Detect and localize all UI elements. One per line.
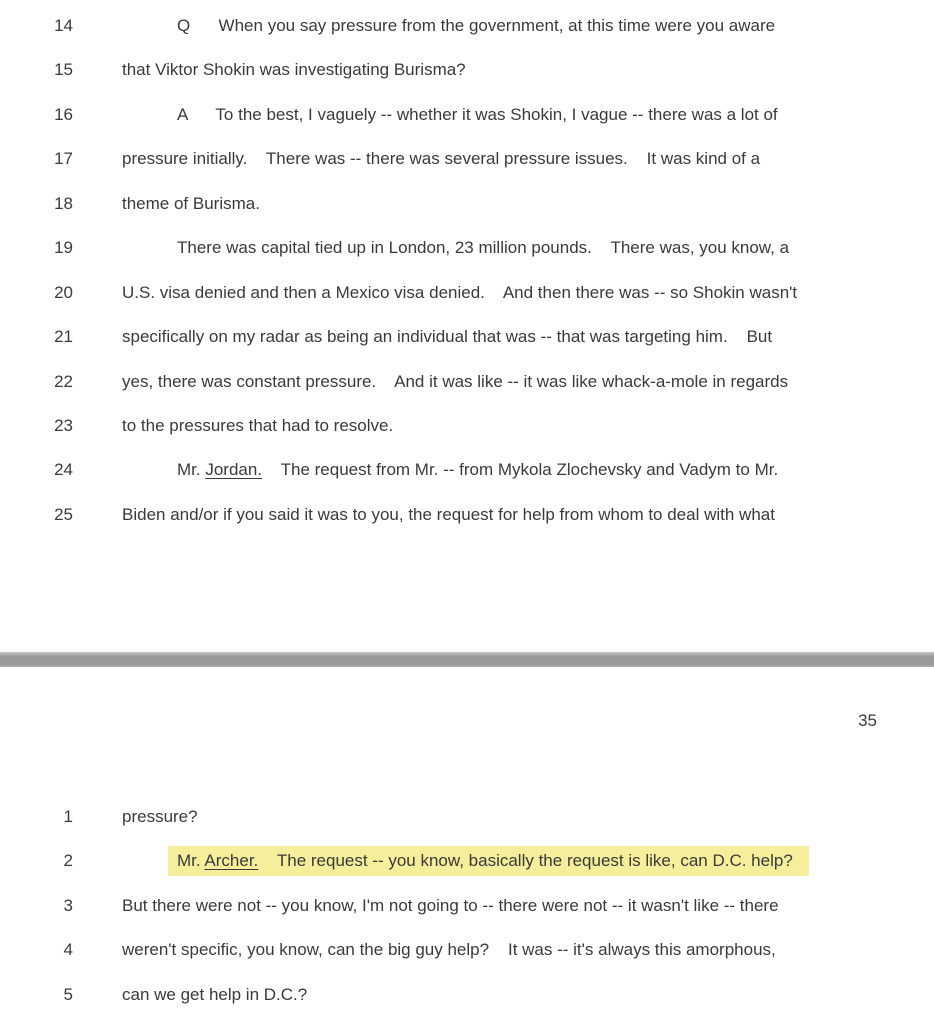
line-segment: Mr. <box>177 851 205 871</box>
line-text <box>122 795 198 839</box>
line-segment: The request from Mr. -- from Mykola Zlochevsky and Vadym to Mr. <box>262 460 779 480</box>
transcript-line <box>0 93 934 137</box>
line-text <box>122 137 760 181</box>
page-break-divider <box>0 652 934 667</box>
transcript-line <box>0 973 934 1017</box>
line-text <box>122 360 788 404</box>
line-text <box>122 448 778 492</box>
line-number: 2 <box>63 851 73 871</box>
transcript-line <box>0 182 934 226</box>
line-segment: pressure initially. There was -- there was several pressure issues. It was kind of a <box>122 149 761 169</box>
line-text <box>122 182 260 226</box>
transcript-line <box>0 448 934 492</box>
line-segment: pressure? <box>122 807 198 826</box>
line-segment: Q When you say pressure from the government, at this time were you aware <box>177 16 776 35</box>
line-segment: But there were not -- you know, I'm not going to -- there were not -- it wasn't like -- there <box>122 895 779 915</box>
line-number: 17 <box>54 149 73 169</box>
line-text <box>122 315 772 359</box>
transcript-line <box>0 4 934 48</box>
transcript-line <box>0 884 934 928</box>
line-number: 16 <box>54 104 73 124</box>
line-number: 24 <box>54 460 73 480</box>
transcript-line <box>0 839 934 883</box>
line-number: 20 <box>54 282 73 302</box>
line-segment: can we get help in D.C.? <box>122 984 308 1004</box>
line-number: 19 <box>54 238 73 258</box>
line-text <box>122 271 797 315</box>
line-text <box>122 884 779 928</box>
line-text <box>122 839 809 883</box>
transcript-line <box>0 360 934 404</box>
line-number: 5 <box>63 984 73 1004</box>
line-number: 3 <box>63 895 73 915</box>
line-segment: yes, there was constant pressure. And it was like -- it was like whack-a-mole in regards <box>122 371 789 391</box>
transcript-page-bottom <box>0 667 934 1024</box>
transcript-line <box>0 226 934 270</box>
line-number: 1 <box>63 807 73 826</box>
line-text <box>122 973 307 1017</box>
page-bottom-lines <box>0 795 934 1017</box>
line-number: 25 <box>54 504 73 524</box>
line-text <box>122 493 775 537</box>
line-number: 14 <box>54 16 73 35</box>
line-segment: to the pressures that had to resolve. <box>122 415 394 435</box>
speaker-name: Jordan. <box>205 460 263 480</box>
line-text <box>122 928 776 972</box>
speaker-name: Archer. <box>204 851 259 871</box>
line-segment: that Viktor Shokin was investigating Burisma? <box>122 60 466 80</box>
transcript-line <box>0 795 934 839</box>
line-segment: The request -- you know, basically the request is like, can D.C. help? <box>258 851 793 871</box>
line-segment: specifically on my radar as being an individual that was -- that was targeting him. But <box>122 327 773 347</box>
transcript-line <box>0 137 934 181</box>
line-text <box>122 93 778 137</box>
line-text <box>122 226 789 270</box>
transcript-line <box>0 315 934 359</box>
line-text <box>122 48 466 92</box>
line-number: 23 <box>54 415 73 435</box>
line-number: 15 <box>54 60 73 80</box>
line-segment: theme of Burisma. <box>122 193 260 213</box>
line-number: 18 <box>54 193 73 213</box>
highlighted-passage <box>168 846 809 876</box>
line-text <box>122 404 393 448</box>
line-number: 22 <box>54 371 73 391</box>
line-text <box>122 4 775 48</box>
line-number: 4 <box>63 940 73 960</box>
line-segment: U.S. visa denied and then a Mexico visa denied. And then there was -- so Shokin wasn't <box>122 282 798 302</box>
page-top-lines <box>0 4 934 537</box>
transcript-line <box>0 928 934 972</box>
page-number: 35 <box>858 711 877 730</box>
line-segment: A To the best, I vaguely -- whether it was Shokin, I vague -- there was a lot of <box>177 104 778 124</box>
transcript-line <box>0 271 934 315</box>
transcript-line <box>0 48 934 92</box>
line-number: 21 <box>54 327 73 347</box>
line-segment: weren't specific, you know, can the big guy help? It was -- it's always this amorphous, <box>122 940 776 960</box>
transcript-line <box>0 404 934 448</box>
line-segment: Biden and/or if you said it was to you, the request for help from whom to deal with what <box>122 504 775 524</box>
transcript-line <box>0 493 934 537</box>
line-segment: Mr. <box>177 460 206 480</box>
line-segment: There was capital tied up in London, 23 million pounds. There was, you know, a <box>177 238 790 258</box>
